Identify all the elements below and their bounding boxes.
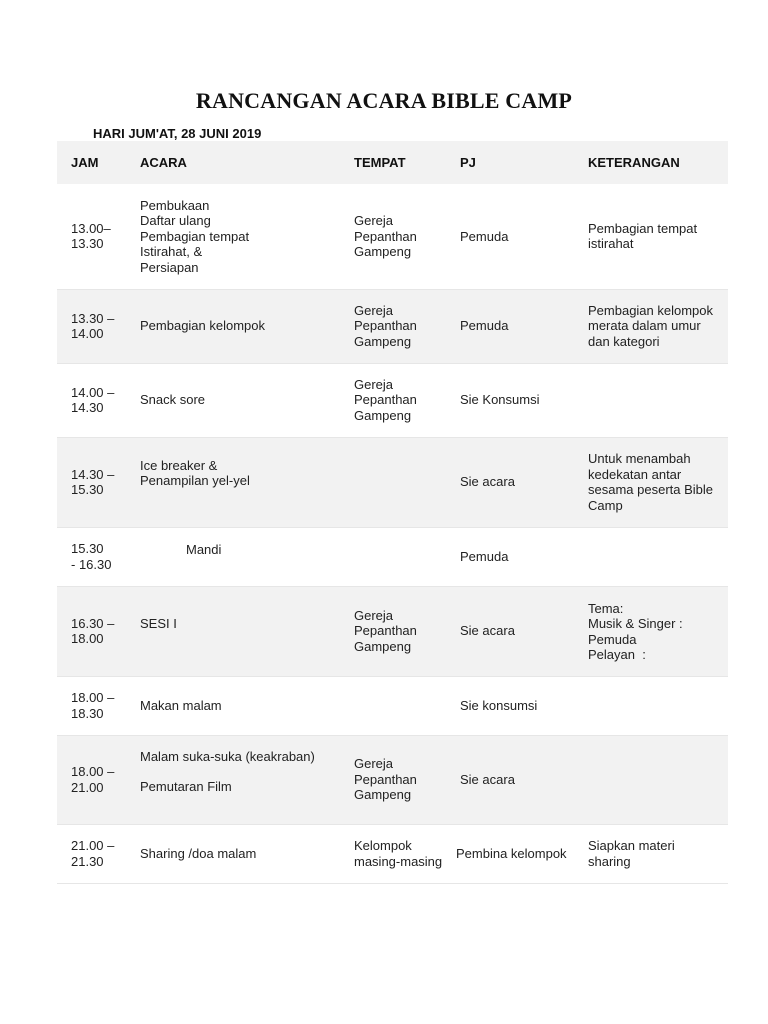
table-row [57,586,728,676]
cell-pj: Pemuda [446,289,574,363]
cell-tempat: Gereja Pepanthan Gampeng [340,363,446,437]
cell-tempat [340,676,446,735]
cell-pj: Sie acara [446,437,574,527]
cell-pj: Pembina kelompok [446,824,574,883]
table-row [57,184,728,289]
cell-acara: Snack sore [126,363,340,437]
cell-keterangan: Untuk menambah kedekatan antar sesama peserta Bible Camp [574,437,728,527]
cell-pj: Sie acara [446,735,574,824]
cell-jam: 21.00 – 21.30 [57,824,126,883]
schedule-table [57,141,728,884]
cell-tempat: Kelompok masing-masing [340,824,446,883]
cell-keterangan [574,527,728,586]
cell-tempat: Gereja Pepanthan Gampeng [340,289,446,363]
cell-tempat [340,437,446,527]
schedule-date: HARI JUM'AT, 28 JUNI 2019 [93,126,262,141]
cell-keterangan: Tema: Musik & Singer : Pemuda Pelayan : [574,586,728,676]
header-pj: PJ [446,141,574,184]
cell-jam: 14.30 – 15.30 [57,437,126,527]
table-row [57,735,728,824]
cell-acara: Makan malam [126,676,340,735]
cell-keterangan: Pembagian kelompok merata dalam umur dan kategori [574,289,728,363]
cell-jam: 14.00 – 14.30 [57,363,126,437]
cell-acara: Pembukaan Daftar ulang Pembagian tempat Istirahat, & Persiapan [126,184,340,289]
cell-jam: 13.30 – 14.00 [57,289,126,363]
cell-acara: SESI I [126,586,340,676]
table-row [57,437,728,527]
cell-keterangan [574,735,728,824]
cell-jam: 16.30 – 18.00 [57,586,126,676]
cell-keterangan [574,676,728,735]
cell-pj: Sie konsumsi [446,676,574,735]
cell-jam: 15.30 - 16.30 [57,527,126,586]
cell-keterangan [574,363,728,437]
cell-tempat: Gereja Pepanthan Gampeng [340,586,446,676]
cell-pj: Pemuda [446,527,574,586]
cell-pj: Sie acara [446,586,574,676]
table-row [57,824,728,883]
cell-jam: 18.00 – 18.30 [57,676,126,735]
cell-acara: Mandi [126,527,340,586]
cell-acara: Pembagian kelompok [126,289,340,363]
cell-acara: Ice breaker & Penampilan yel-yel [126,437,340,527]
cell-acara: Sharing /doa malam [126,824,340,883]
document-title: RANCANGAN ACARA BIBLE CAMP [195,88,573,113]
cell-tempat: Gereja Pepanthan Gampeng [340,184,446,289]
cell-acara: Malam suka-suka (keakraban) Pemutaran Film [126,735,340,824]
header-tempat: TEMPAT [340,141,446,184]
cell-keterangan: Pembagian tempat istirahat [574,184,728,289]
header-keterangan: KETERANGAN [574,141,728,184]
table-row [57,289,728,363]
cell-tempat: Gereja Pepanthan Gampeng [340,735,446,824]
cell-jam: 18.00 – 21.00 [57,735,126,824]
cell-pj: Sie Konsumsi [446,363,574,437]
table-row [57,676,728,735]
cell-keterangan: Siapkan materi sharing [574,824,728,883]
header-jam: JAM [57,141,126,184]
cell-tempat [340,527,446,586]
header-acara: ACARA [126,141,340,184]
table-row [57,363,728,437]
table-header-row [57,141,728,184]
cell-pj: Pemuda [446,184,574,289]
cell-jam: 13.00– 13.30 [57,184,126,289]
table-row [57,527,728,586]
